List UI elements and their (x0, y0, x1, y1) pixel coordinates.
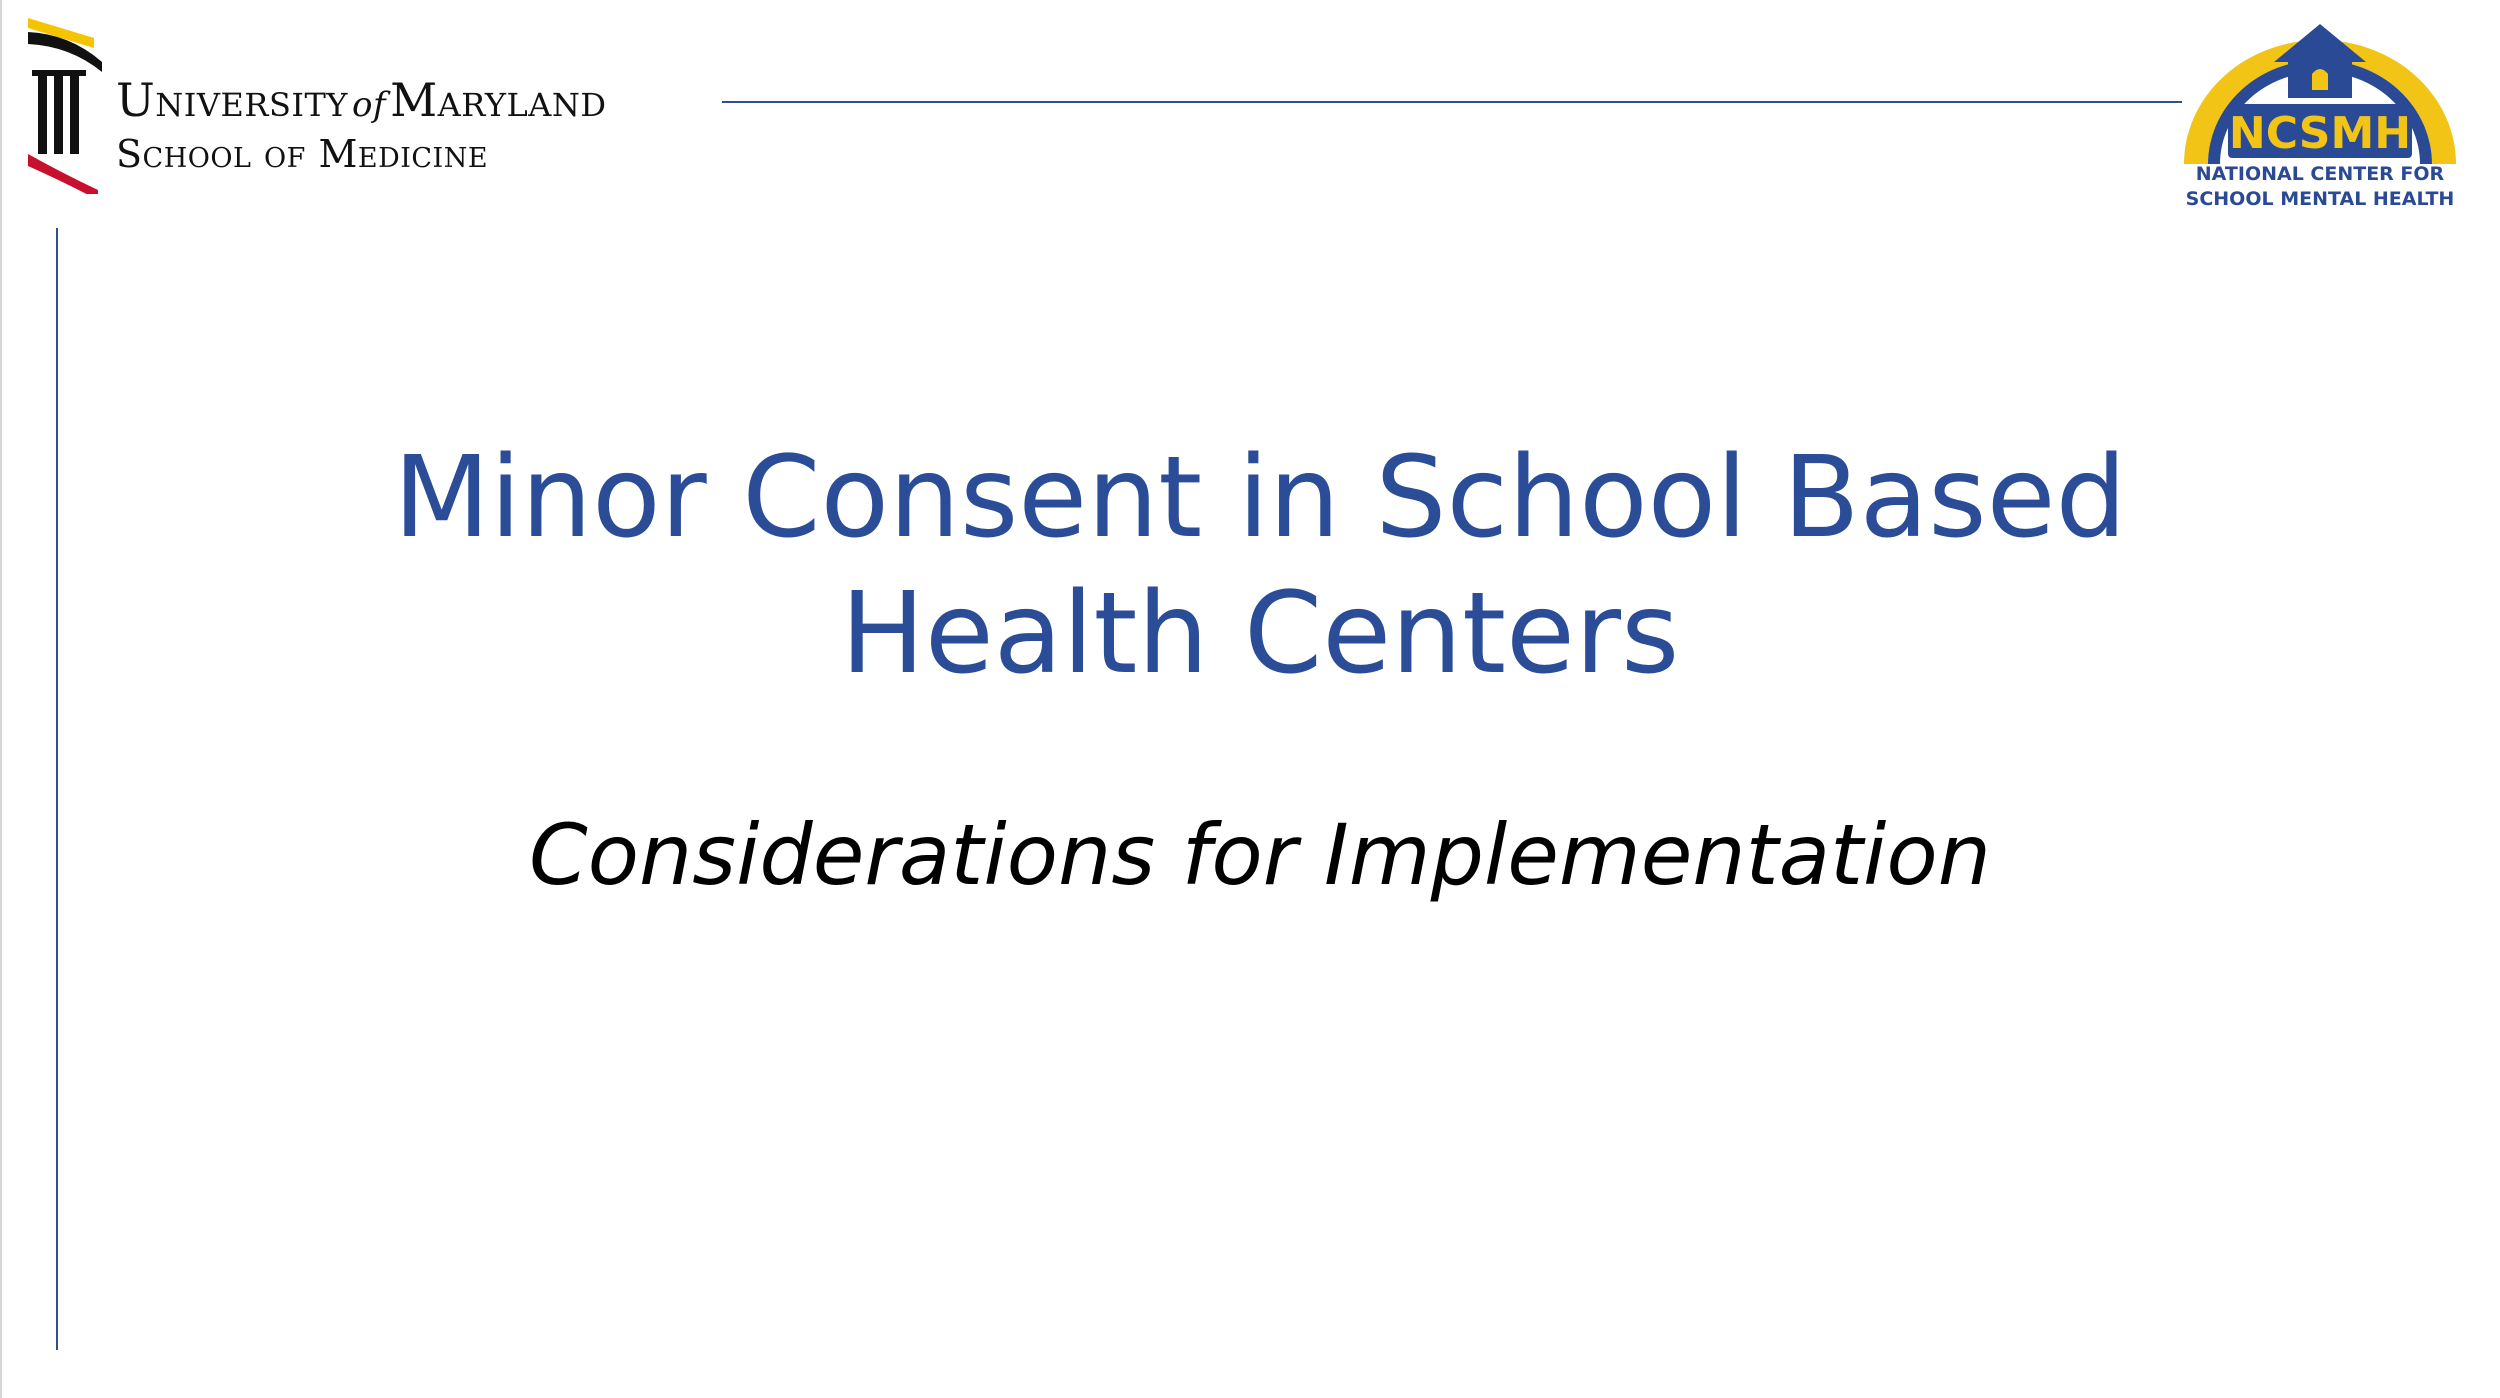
slide-title (250, 430, 2270, 702)
ncsmh-caption-line2: SCHOOL MENTAL HEALTH (2185, 188, 2455, 210)
ncsmh-acronym: NCSMH (2228, 108, 2412, 159)
umd-school-name: School of Medicine (116, 132, 489, 176)
slide-edge (0, 0, 2, 1398)
ncsmh-caption-line1: NATIONAL CENTER FOR (2195, 163, 2445, 185)
ncsmh-logo (2170, 18, 2470, 223)
umd-name-maryland: Maryland (390, 73, 607, 127)
umd-name-of: of (352, 85, 387, 125)
ncsmh-schoolhouse-icon (2170, 18, 2470, 168)
umd-name-university: University (116, 73, 349, 127)
ncsmh-caption (2170, 162, 2470, 212)
umd-name (116, 74, 607, 131)
header-divider (722, 101, 2182, 103)
slide-title-line2: Health Centers (840, 569, 1680, 699)
umd-som-logo (24, 14, 704, 194)
umd-wordmark (116, 74, 607, 177)
umd-pillar-icon (24, 14, 114, 194)
left-accent-rule (56, 228, 58, 1350)
slide-title-line1: Minor Consent in School Based (393, 433, 2127, 563)
slide-subtitle: Considerations for Implementation (529, 806, 1991, 904)
